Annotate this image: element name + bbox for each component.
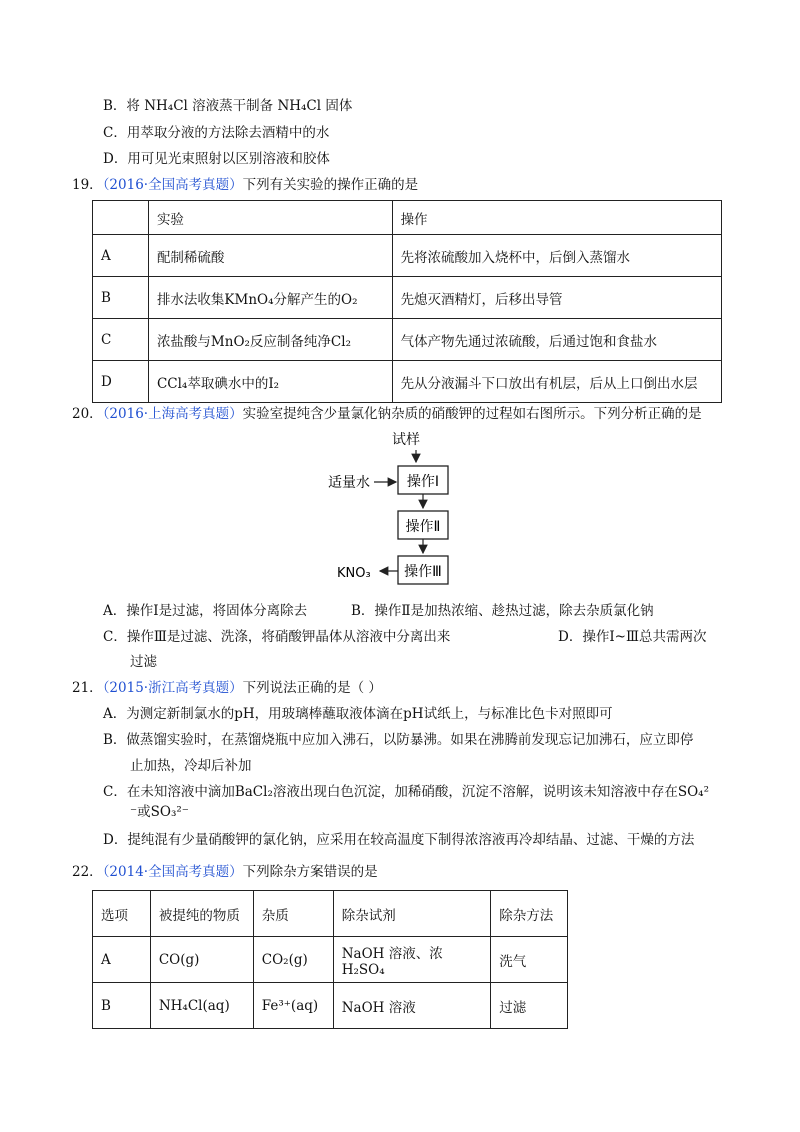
table-cell: 配制稀硫酸 — [148, 235, 392, 277]
sample-label: 试样 — [392, 432, 420, 448]
q21-option-b-continued: 止加热，冷却后补加 — [130, 758, 252, 774]
table-cell: NaOH 溶液 — [333, 983, 490, 1029]
table-cell: B — [93, 277, 149, 319]
table-cell: NaOH 溶液、浓 H₂SO₄ — [333, 937, 490, 983]
table-cell: A — [93, 937, 151, 983]
water-label: 适量水 — [328, 475, 370, 491]
q18-option-b: B．将 NH₄Cl 溶液蒸干制备 NH₄Cl 固体 — [103, 98, 353, 114]
q22-heading — [72, 862, 378, 882]
table-cell: 排水法收集KMnO₄分解产生的O₂ — [148, 277, 392, 319]
q21-heading — [72, 678, 382, 698]
product-label: KNO₃ — [337, 566, 371, 581]
table-header-row — [93, 201, 722, 235]
table-header-cell: 操作 — [392, 201, 721, 235]
op2-label: 操作Ⅱ — [405, 519, 441, 535]
question-number: 19． — [72, 177, 103, 193]
q20-heading — [72, 404, 702, 424]
q22-table — [92, 890, 568, 1029]
table-cell: NH₄Cl(aq) — [150, 983, 253, 1029]
question-source: （2015·浙江高考真题） — [102, 680, 243, 696]
table-cell: CO(g) — [150, 937, 253, 983]
table-row — [93, 937, 568, 983]
question-stem: 下列除杂方案错误的是 — [242, 864, 378, 880]
question-stem: 下列有关实验的操作正确的是 — [242, 177, 419, 193]
table-cell: 先熄灭酒精灯，后移出导管 — [392, 277, 721, 319]
op3-label: 操作Ⅲ — [404, 564, 442, 580]
table-cell: 洗气 — [491, 937, 568, 983]
table-row — [93, 235, 722, 277]
q20-option-a: A．操作Ⅰ是过滤，将固体分离除去 — [103, 603, 308, 619]
table-header-row — [93, 891, 568, 937]
q21-option-a: A．为测定新制氯水的pH，用玻璃棒蘸取液体滴在pH试纸上，与标准比色卡对照即可 — [103, 706, 613, 722]
q18-option-d: D．用可见光束照射以区别溶液和胶体 — [103, 151, 330, 167]
table-header-cell: 杂质 — [253, 891, 333, 937]
question-source: （2014·全国高考真题） — [102, 864, 243, 880]
table-header-cell: 除杂方法 — [491, 891, 568, 937]
question-number: 21． — [72, 680, 103, 696]
table-cell: CCl₄萃取碘水中的I₂ — [148, 361, 392, 403]
table-cell: 过滤 — [491, 983, 568, 1029]
question-number: 20． — [72, 406, 103, 422]
table-header-cell: 选项 — [93, 891, 151, 937]
op1-label: 操作Ⅰ — [406, 474, 440, 490]
table-header-cell: 除杂试剂 — [333, 891, 490, 937]
table-cell: B — [93, 983, 151, 1029]
table-header-cell: 被提纯的物质 — [150, 891, 253, 937]
question-number: 22． — [72, 864, 103, 880]
table-cell: CO₂(g) — [253, 937, 333, 983]
table-cell: 浓盐酸与MnO₂反应制备纯净Cl₂ — [148, 319, 392, 361]
table-cell: 气体产物先通过浓硫酸，后通过饱和食盐水 — [392, 319, 721, 361]
q21-option-b: B．做蒸馏实验时，在蒸馏烧瓶中应加入沸石，以防暴沸。如果在沸腾前发现忘记加沸石，应立即停 — [103, 732, 694, 748]
q20-option-d-continued: 过滤 — [130, 654, 157, 670]
q21-option-d: D．提纯混有少量硝酸钾的氯化钠，应采用在较高温度下制得浓溶液再冷却结晶、过滤、干燥的方法 — [103, 832, 695, 848]
table-row — [93, 319, 722, 361]
table-header-cell — [93, 201, 149, 235]
q19-heading — [72, 175, 418, 195]
q21-option-c: C．在未知溶液中滴加BaCl₂溶液出现白色沉淀，加稀硝酸，沉淀不溶解，说明该未知溶液中存在SO₄² — [103, 784, 709, 800]
table-cell: Fe³⁺(aq) — [253, 983, 333, 1029]
table-row — [93, 361, 722, 403]
q20-option-b: B．操作Ⅱ是加热浓缩、趁热过滤，除去杂质氯化钠 — [351, 603, 654, 619]
flow-diagram — [320, 428, 470, 588]
q21-option-c-continued: ⁻或SO₃²⁻ — [130, 804, 189, 820]
table-header-cell: 实验 — [148, 201, 392, 235]
question-stem: 下列说法正确的是（ ） — [242, 680, 382, 696]
q20-option-d: D．操作Ⅰ~Ⅲ总共需两次 — [558, 629, 707, 645]
table-cell: D — [93, 361, 149, 403]
question-stem: 实验室提纯含少量氯化钠杂质的硝酸钾的过程如右图所示。下列分析正确的是 — [242, 406, 702, 422]
table-cell: 先将浓硫酸加入烧杯中，后倒入蒸馏水 — [392, 235, 721, 277]
table-row — [93, 277, 722, 319]
q19-table — [92, 200, 722, 403]
question-source: （2016·全国高考真题） — [102, 177, 243, 193]
q20-option-c: C．操作Ⅲ是过滤、洗涤，将硝酸钾晶体从溶液中分离出来 — [103, 629, 451, 645]
table-cell: A — [93, 235, 149, 277]
table-row — [93, 983, 568, 1029]
table-cell: C — [93, 319, 149, 361]
q18-option-c: C．用萃取分液的方法除去酒精中的水 — [103, 125, 330, 141]
question-source: （2016·上海高考真题） — [102, 406, 243, 422]
table-cell: 先从分液漏斗下口放出有机层，后从上口倒出水层 — [392, 361, 721, 403]
